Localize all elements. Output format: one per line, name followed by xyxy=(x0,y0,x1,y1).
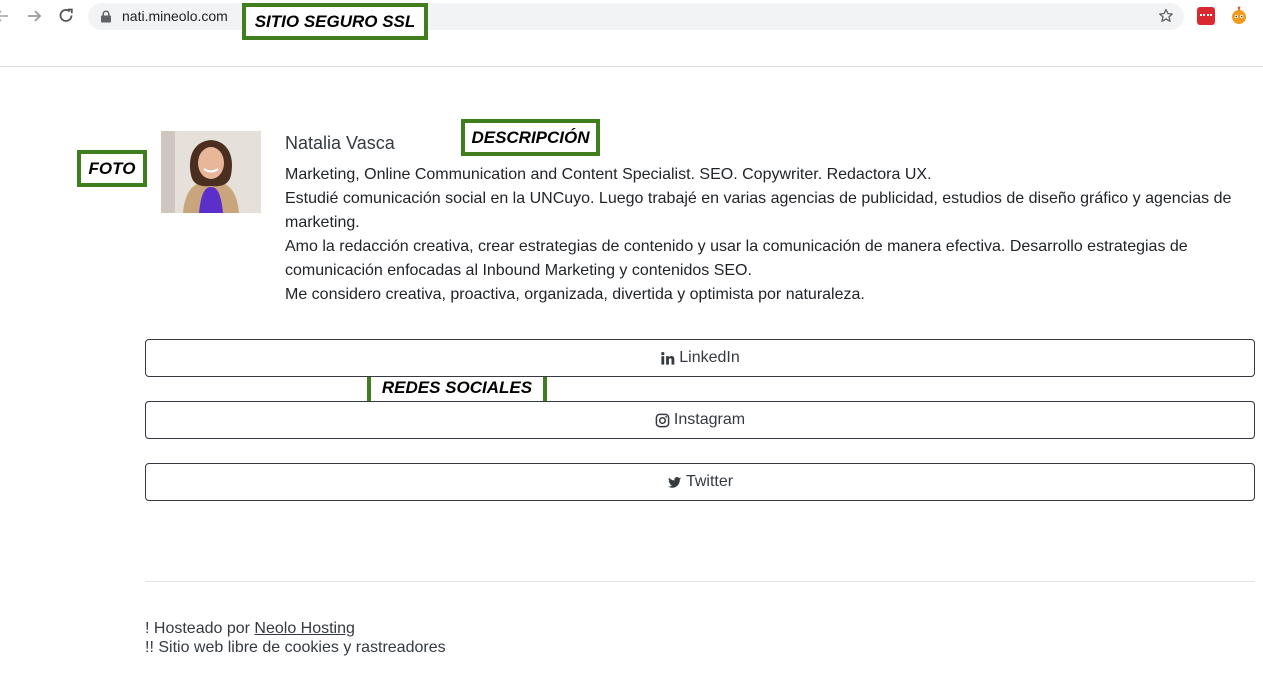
linkedin-icon xyxy=(660,351,675,366)
back-icon[interactable] xyxy=(0,6,12,26)
instagram-icon xyxy=(655,413,670,428)
cookies-note: !! Sitio web libre de cookies y rastreadores xyxy=(145,639,446,656)
toolbar-divider xyxy=(0,66,1263,67)
twitter-button[interactable] xyxy=(145,463,1255,501)
lock-icon[interactable] xyxy=(100,10,112,23)
instagram-button[interactable] xyxy=(145,401,1255,439)
description-line: Me considero creativa, proactiva, organizada, divertida y optimista por naturaleza. xyxy=(285,286,865,303)
hosted-by-line xyxy=(145,620,355,638)
hosted-by-prefix: ! Hosteado por xyxy=(145,620,250,637)
description-line: Amo la redacción creativa, crear estrategias de contenido y usar la comunicación de manera efectiva. Desarrollo estrategias de comunicación enfocadas al Inbound Marketing y contenidos SEO. xyxy=(285,238,1188,279)
linkedin-label: LinkedIn xyxy=(679,349,740,366)
description-line: Marketing, Online Communication and Content Specialist. SEO. Copywriter. Redactora UX. xyxy=(285,166,932,183)
forward-icon[interactable] xyxy=(24,6,44,26)
extension-robot-icon[interactable] xyxy=(1229,6,1249,26)
linkedin-button[interactable] xyxy=(145,339,1255,377)
browser-toolbar xyxy=(0,0,1263,33)
twitter-label: Twitter xyxy=(685,473,734,490)
instagram-label: Instagram xyxy=(673,411,746,428)
ssl-annotation: SITIO SEGURO SSL xyxy=(242,3,428,40)
neolo-hosting-link[interactable]: Neolo Hosting xyxy=(254,620,355,637)
social-annotation: REDES SOCIALES xyxy=(367,369,547,406)
photo-annotation: FOTO xyxy=(77,150,147,187)
footer-divider xyxy=(145,581,1255,582)
bookmark-star-icon[interactable] xyxy=(1158,8,1174,24)
description-line: Estudié comunicación social en la UNCuyo. Luego trabajé en varias agencias de publicidad, estudios de diseño gráfico y agencias de marketing. xyxy=(285,190,1232,231)
twitter-icon xyxy=(667,475,682,490)
profile-description xyxy=(285,163,1253,307)
url-text[interactable]: nati.mineolo.com xyxy=(122,8,228,24)
extension-icon[interactable] xyxy=(1197,7,1215,25)
profile-photo xyxy=(161,131,261,213)
reload-icon[interactable] xyxy=(56,6,76,26)
description-annotation: DESCRIPCIÓN xyxy=(461,119,600,156)
profile-name: Natalia Vasca xyxy=(285,133,395,153)
